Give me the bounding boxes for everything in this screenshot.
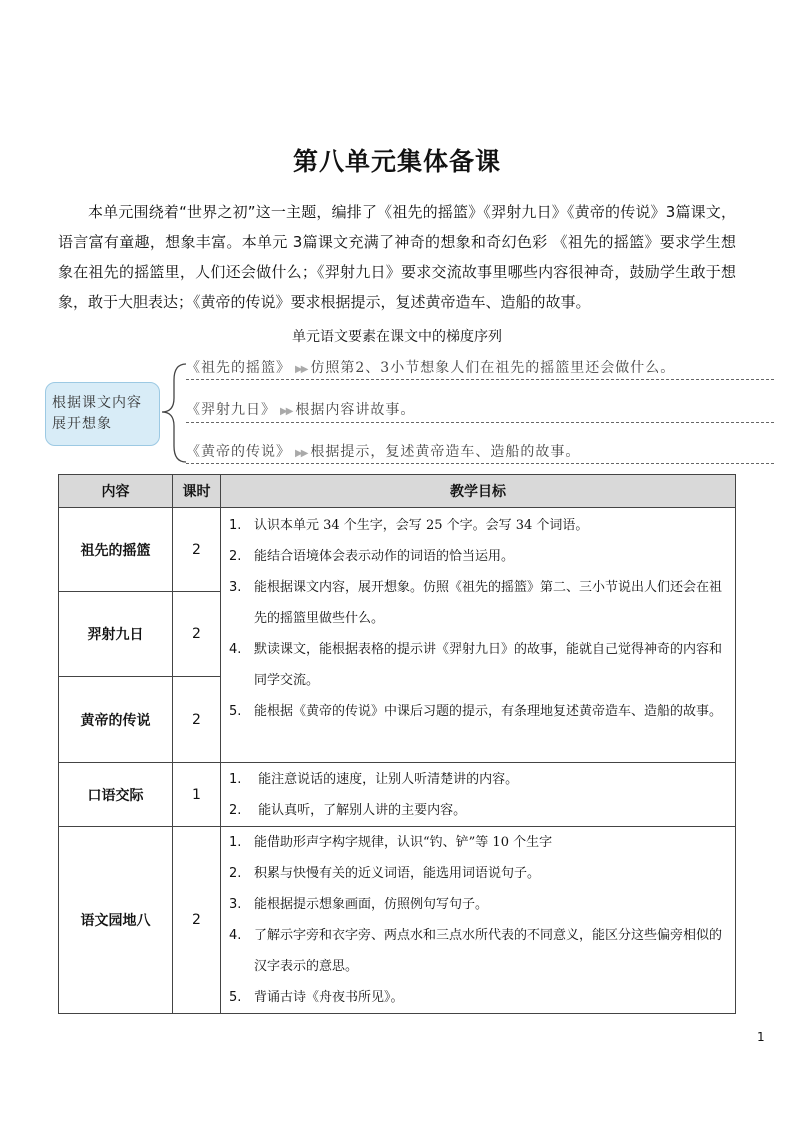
header-goals: 教学目标 <box>221 475 736 508</box>
arrow-icon: ▶▶ <box>280 406 292 417</box>
page-title: 第八单元集体备课 <box>292 147 501 176</box>
goal-item: 1. 能注意说话的速度，让别人听清楚讲的内容。 <box>229 771 519 787</box>
goal-item: 5. 能根据《黄帝的传说》中课后习题的提示，有条理地复述黄帝造车、造船的故事。 <box>229 704 723 719</box>
goal-item: 1. 能借助形声字构字规律，认识“钓、铲”等 10 个生字 <box>229 835 553 850</box>
diagram-root-line2: 展开想象 <box>52 416 112 432</box>
lesson-plan-table <box>58 474 736 1014</box>
goal-item: 2. 能结合语境体会表示动作的词语的恰当运用。 <box>229 549 515 564</box>
lesson-name: 祖先的摇篮 <box>59 508 173 592</box>
lesson-hours: 2 <box>173 508 221 592</box>
diagram-root-line1: 根据课文内容 <box>52 395 142 411</box>
goal-item: 4. 默读课文，能根据表格的提示讲《羿射九日》的故事，能就自己觉得神奇的内容和同学交流。 <box>229 642 723 688</box>
dashed-divider <box>186 422 774 423</box>
header-content: 内容 <box>59 475 173 508</box>
table-row <box>59 763 736 827</box>
goals-list <box>229 510 729 727</box>
goals-cell <box>221 763 736 827</box>
branch-goal: 根据提示，复述黄帝造车、造船的故事。 <box>310 444 581 460</box>
diagram-branch <box>186 399 415 419</box>
branch-lesson: 《羿射九日》 <box>186 402 276 418</box>
diagram-branch <box>186 441 580 461</box>
lesson-hours: 2 <box>173 592 221 677</box>
goals-cell <box>221 827 736 1014</box>
branch-lesson: 《黄帝的传说》 <box>186 444 291 460</box>
table-header-row <box>59 475 736 508</box>
goal-item: 1. 认识本单元 34 个生字，会写 25 个字。会写 34 个词语。 <box>229 518 589 533</box>
lesson-name: 羿射九日 <box>59 592 173 677</box>
branch-goal: 仿照第2、3小节想象人们在祖先的摇篮里还会做什么。 <box>310 360 676 376</box>
page-number: 1 <box>757 1030 765 1044</box>
goals-list <box>229 827 729 1013</box>
header-hours: 课时 <box>173 475 221 508</box>
intro-paragraph: 本单元围绕着“世界之初”这一主题，编排了《祖先的摇篮》《羿射九日》《黄帝的传说》3篇课文，语言富有童趣，想象丰富。本单元 3篇课文充满了神奇的想象和奇幻色彩 《祖先的摇篮》要求学生想象在祖先的摇篮里，人们还会做什么；《羿射九日》要求交流故事里哪些内容很神奇，鼓励学生敢于想象，敢于大胆表达；《黄帝的传说》要求根据提示，复述黄帝造车、造船的故事。 <box>58 203 736 311</box>
diagram-branch <box>186 357 675 377</box>
dashed-divider <box>186 463 774 464</box>
branch-goal: 根据内容讲故事。 <box>295 402 416 418</box>
lesson-name: 黄帝的传说 <box>59 677 173 763</box>
arrow-icon: ▶▶ <box>295 448 307 459</box>
lesson-hours: 2 <box>173 677 221 763</box>
lesson-name: 口语交际 <box>59 763 173 827</box>
table-row <box>59 508 736 592</box>
goal-item: 3. 能根据课文内容，展开想象。仿照《祖先的摇篮》第二、三小节说出人们还会在祖先的摇篮里做些什么。 <box>229 580 723 626</box>
dashed-divider <box>186 379 774 380</box>
lesson-hours: 2 <box>173 827 221 1014</box>
diagram-root-box <box>45 382 160 446</box>
goal-item: 5. 背诵古诗《舟夜书所见》。 <box>229 990 404 1005</box>
diagram-heading: 单元语文要素在课文中的梯度序列 <box>292 329 502 345</box>
goal-item: 3. 能根据提示想象画面，仿照例句写句子。 <box>229 897 489 912</box>
lesson-name: 语文园地八 <box>59 827 173 1014</box>
goals-list <box>229 764 729 826</box>
arrow-icon: ▶▶ <box>295 364 307 375</box>
goal-item: 4. 了解示字旁和衣字旁、两点水和三点水所代表的不同意义，能区分这些偏旁相似的汉字表示的意思。 <box>229 928 723 974</box>
goals-cell <box>221 508 736 763</box>
table-row <box>59 827 736 1014</box>
lesson-hours: 1 <box>173 763 221 827</box>
goal-item: 2. 积累与快慢有关的近义词语，能选用词语说句子。 <box>229 866 541 881</box>
branch-lesson: 《祖先的摇篮》 <box>186 360 291 376</box>
goal-item: 2. 能认真听，了解别人讲的主要内容。 <box>229 802 467 818</box>
